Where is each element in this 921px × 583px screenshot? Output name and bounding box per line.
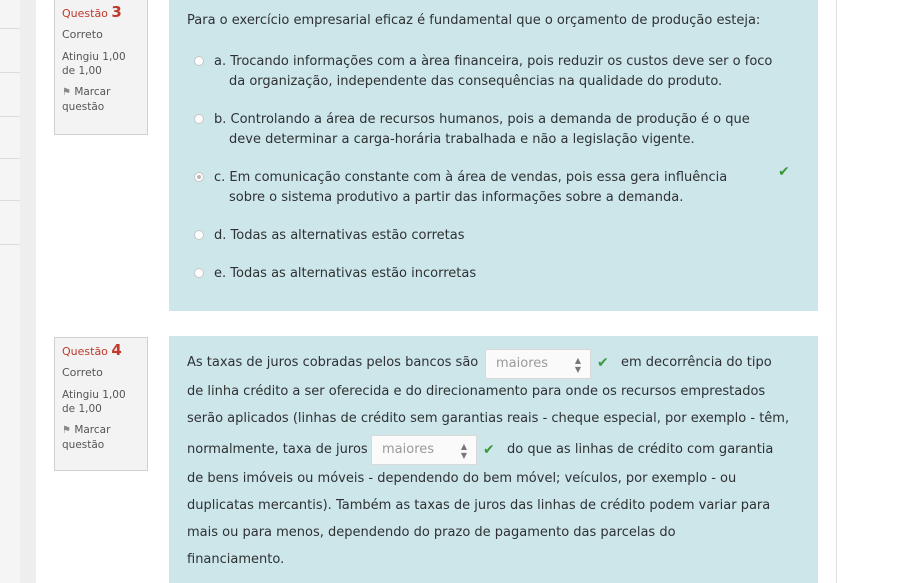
option-d-radio[interactable] [194,230,204,240]
line1-before: As taxas de juros cobradas pelos bancos são [187,355,479,370]
question-text: Para o exercício empresarial eficaz é fundamental que o orçamento de produção esteja: [187,13,761,28]
check-icon: ✔ [483,442,495,458]
flag-icon: ⚑ [62,87,71,98]
select-taxa-2[interactable] [371,435,477,465]
question-content-4 [169,336,818,583]
option-e-line1: e. Todas as alternativas estão incorretas [214,266,477,281]
flag-icon: ⚑ [62,425,71,436]
question-number: 4 [111,341,122,359]
paragraph-line-1 [187,350,807,376]
paragraph-line-7: mais ou para menos, dependendo do prazo de pagamento das parcelas do [187,525,676,540]
question-number: 3 [111,3,122,21]
option-c-line2: sobre o sistema produtivo a partir das informações sobre a demanda. [229,190,684,205]
flag-question-link[interactable] [62,423,140,452]
paragraph-line-8: financiamento. [187,552,285,567]
option-a-line1: a. Trocando informações com a àrea financeira, pois reduzir os custos deve ser o foco [214,54,773,69]
select-value: maiores [382,442,435,457]
paragraph-line-5: de bens imóveis ou móveis - dependendo do bem móvel; veículos, por exemplo - ou [187,471,737,486]
check-icon: ✔ [778,164,790,180]
flag-question-label: Marcar questão [62,86,111,113]
left-scroll-area [20,0,36,583]
updown-arrows-icon: ▲ ▼ [574,356,581,374]
option-d-line1: d. Todas as alternativas estão corretas [214,228,465,243]
select-value: maiores [496,356,549,371]
option-c-radio[interactable] [194,172,204,182]
flag-question-label: Marcar questão [62,424,111,451]
line4-after: do que as linhas de crédito com garantia [507,442,774,457]
paragraph-line-6: duplicatas mercantis). Também as taxas de juros das linhas de crédito podem variar para [187,498,771,513]
question-info-4 [54,337,148,471]
question-info-3 [54,0,148,135]
flag-question-link[interactable] [62,85,140,114]
left-gutter [0,0,21,583]
option-a-radio[interactable] [194,56,204,66]
option-e-radio[interactable] [194,268,204,278]
check-icon: ✔ [597,355,609,371]
question-number-label: Questão 4 [62,341,122,359]
option-b-line2: deve determinar a carga-horária trabalhada e não a legislação vigente. [229,132,695,147]
paragraph-line-4 [187,437,807,463]
question-number-label: Questão 3 [62,3,122,21]
option-a-line2: da organização, independente das consequências na qualidade do produto. [229,74,723,89]
line4-before: normalmente, taxa de juros [187,442,368,457]
paragraph-line-3: serão aplicados (linhas de crédito sem garantias reais - cheque especial, por exemplo - têm, [187,411,790,426]
option-c-line1: c. Em comunicação constante com à área de vendas, pois essa gera influência [214,170,728,185]
question-state: Correto [62,28,103,41]
question-grade: Atingiu 1,00 de 1,00 [62,51,126,77]
option-b-radio[interactable] [194,114,204,124]
question-content-3 [169,0,818,311]
question-grade: Atingiu 1,00 de 1,00 [62,389,126,415]
line1-after: em decorrência do tipo [621,355,772,370]
updown-arrows-icon: ▲ ▼ [460,442,467,460]
select-taxa-1[interactable] [485,349,591,379]
question-state: Correto [62,366,103,379]
option-b-line1: b. Controlando a área de recursos humanos, pois a demanda de produção é o que [214,112,750,127]
paragraph-line-2: de linha crédito a ser oferecida e do direcionamento para onde os recursos emprestados [187,384,766,399]
